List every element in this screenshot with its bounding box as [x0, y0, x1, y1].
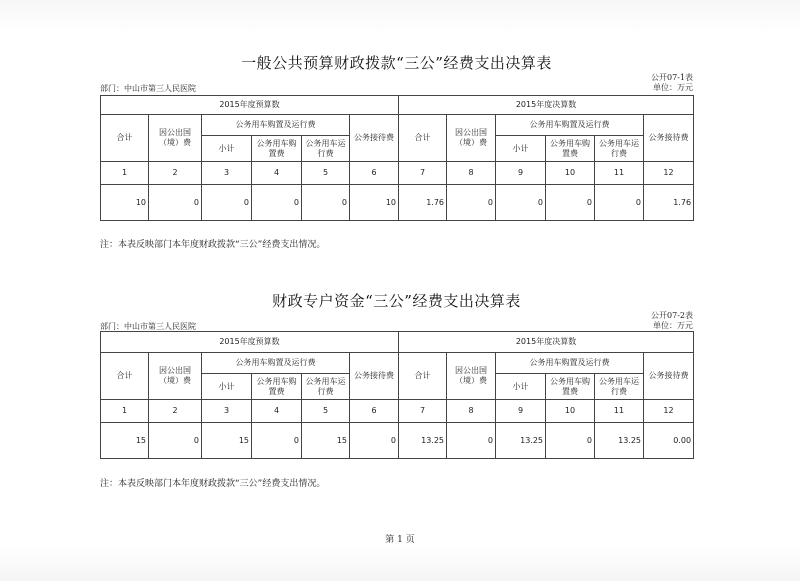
col-number: 9 [496, 400, 546, 423]
table-title: 一般公共预算财政拨款“三公”经费支出决算表 [241, 54, 552, 72]
col-number: 4 [252, 400, 302, 423]
col-number: 5 [302, 162, 350, 185]
value-cell: 15 [202, 423, 252, 459]
value-cell: 10 [350, 185, 399, 221]
col-subtotal: 小计 [496, 374, 546, 400]
col-operation: 公务用车运行费 [302, 374, 350, 400]
col-vehicle: 公务用车购置及运行费 [202, 115, 350, 136]
col-vehicle: 公务用车购置及运行费 [496, 353, 644, 374]
form-code: 公开07-1表 [651, 73, 693, 82]
col-subtotal: 小计 [202, 374, 252, 400]
value-row [101, 185, 694, 221]
col-number: 11 [595, 400, 644, 423]
col-number: 1 [101, 162, 149, 185]
page-number: 第 1 页 [385, 535, 415, 545]
col-vehicle: 公务用车购置及运行费 [202, 353, 350, 374]
col-purchase: 公务用车购置费 [252, 136, 302, 162]
value-cell: 15 [302, 423, 350, 459]
value-cell: 1.76 [399, 185, 447, 221]
col-number: 10 [546, 400, 595, 423]
expense-table [100, 331, 694, 459]
col-abroad: 因公出国（境）费 [447, 353, 496, 400]
col-purchase: 公务用车购置费 [252, 374, 302, 400]
col-abroad: 因公出国（境）费 [447, 115, 496, 162]
table-note: 注：本表反映部门本年度财政拨款“三公”经费支出情况。 [100, 240, 326, 250]
col-number: 6 [350, 400, 399, 423]
col-operation: 公务用车运行费 [595, 374, 644, 400]
col-subtotal: 小计 [202, 136, 252, 162]
unit-label: 单位：万元 [653, 83, 693, 92]
value-cell: 0.00 [644, 423, 694, 459]
col-number: 3 [202, 400, 252, 423]
col-total: 合计 [101, 115, 149, 162]
col-number: 9 [496, 162, 546, 185]
col-purchase: 公务用车购置费 [546, 374, 595, 400]
col-number: 1 [101, 400, 149, 423]
col-number: 8 [447, 400, 496, 423]
column-number-row [101, 400, 694, 423]
col-number: 12 [644, 400, 694, 423]
budget-header: 2015年度预算数 [101, 96, 399, 115]
final-header: 2015年度决算数 [399, 332, 694, 353]
col-number: 7 [399, 400, 447, 423]
col-total: 合计 [101, 353, 149, 400]
value-cell: 0 [202, 185, 252, 221]
budget-header: 2015年度预算数 [101, 332, 399, 353]
col-operation: 公务用车运行费 [302, 136, 350, 162]
col-total: 合计 [399, 115, 447, 162]
value-cell: 0 [302, 185, 350, 221]
col-number: 4 [252, 162, 302, 185]
value-cell: 0 [149, 185, 202, 221]
value-cell: 10 [101, 185, 149, 221]
department-label: 部门：中山市第三人民医院 [100, 322, 196, 331]
department-label: 部门：中山市第三人民医院 [100, 84, 196, 93]
value-cell: 13.25 [399, 423, 447, 459]
col-number: 7 [399, 162, 447, 185]
col-reception: 公务接待费 [644, 115, 694, 162]
value-cell: 0 [546, 185, 595, 221]
value-cell: 0 [350, 423, 399, 459]
value-cell: 0 [149, 423, 202, 459]
value-cell: 0 [252, 185, 302, 221]
col-number: 6 [350, 162, 399, 185]
table-note: 注：本表反映部门本年度财政拨款“三公”经费支出情况。 [100, 479, 326, 489]
col-number: 12 [644, 162, 694, 185]
value-cell: 0 [496, 185, 546, 221]
col-reception: 公务接待费 [350, 353, 399, 400]
value-cell: 15 [101, 423, 149, 459]
final-header: 2015年度决算数 [399, 96, 694, 115]
col-total: 合计 [399, 353, 447, 400]
value-cell: 0 [252, 423, 302, 459]
col-number: 10 [546, 162, 595, 185]
form-code-unit [651, 311, 693, 331]
col-number: 8 [447, 162, 496, 185]
col-subtotal: 小计 [496, 136, 546, 162]
col-number: 2 [149, 400, 202, 423]
col-number: 5 [302, 400, 350, 423]
col-purchase: 公务用车购置费 [546, 136, 595, 162]
value-cell: 0 [546, 423, 595, 459]
value-cell: 13.25 [496, 423, 546, 459]
unit-label: 单位：万元 [653, 321, 693, 330]
expense-table [100, 95, 694, 221]
col-reception: 公务接待费 [350, 115, 399, 162]
form-code-unit [651, 73, 693, 93]
col-vehicle: 公务用车购置及运行费 [496, 115, 644, 136]
value-row [101, 423, 694, 459]
col-abroad: 因公出国（境）费 [149, 115, 202, 162]
col-operation: 公务用车运行费 [595, 136, 644, 162]
value-cell: 0 [447, 185, 496, 221]
value-cell: 0 [595, 185, 644, 221]
value-cell: 0 [447, 423, 496, 459]
col-number: 2 [149, 162, 202, 185]
table-title: 财政专户资金“三公”经费支出决算表 [272, 292, 521, 310]
value-cell: 13.25 [595, 423, 644, 459]
col-reception: 公务接待费 [644, 353, 694, 400]
form-code: 公开07-2表 [651, 311, 693, 320]
column-number-row [101, 162, 694, 185]
col-number: 3 [202, 162, 252, 185]
col-number: 11 [595, 162, 644, 185]
col-abroad: 因公出国（境）费 [149, 353, 202, 400]
value-cell: 1.76 [644, 185, 694, 221]
